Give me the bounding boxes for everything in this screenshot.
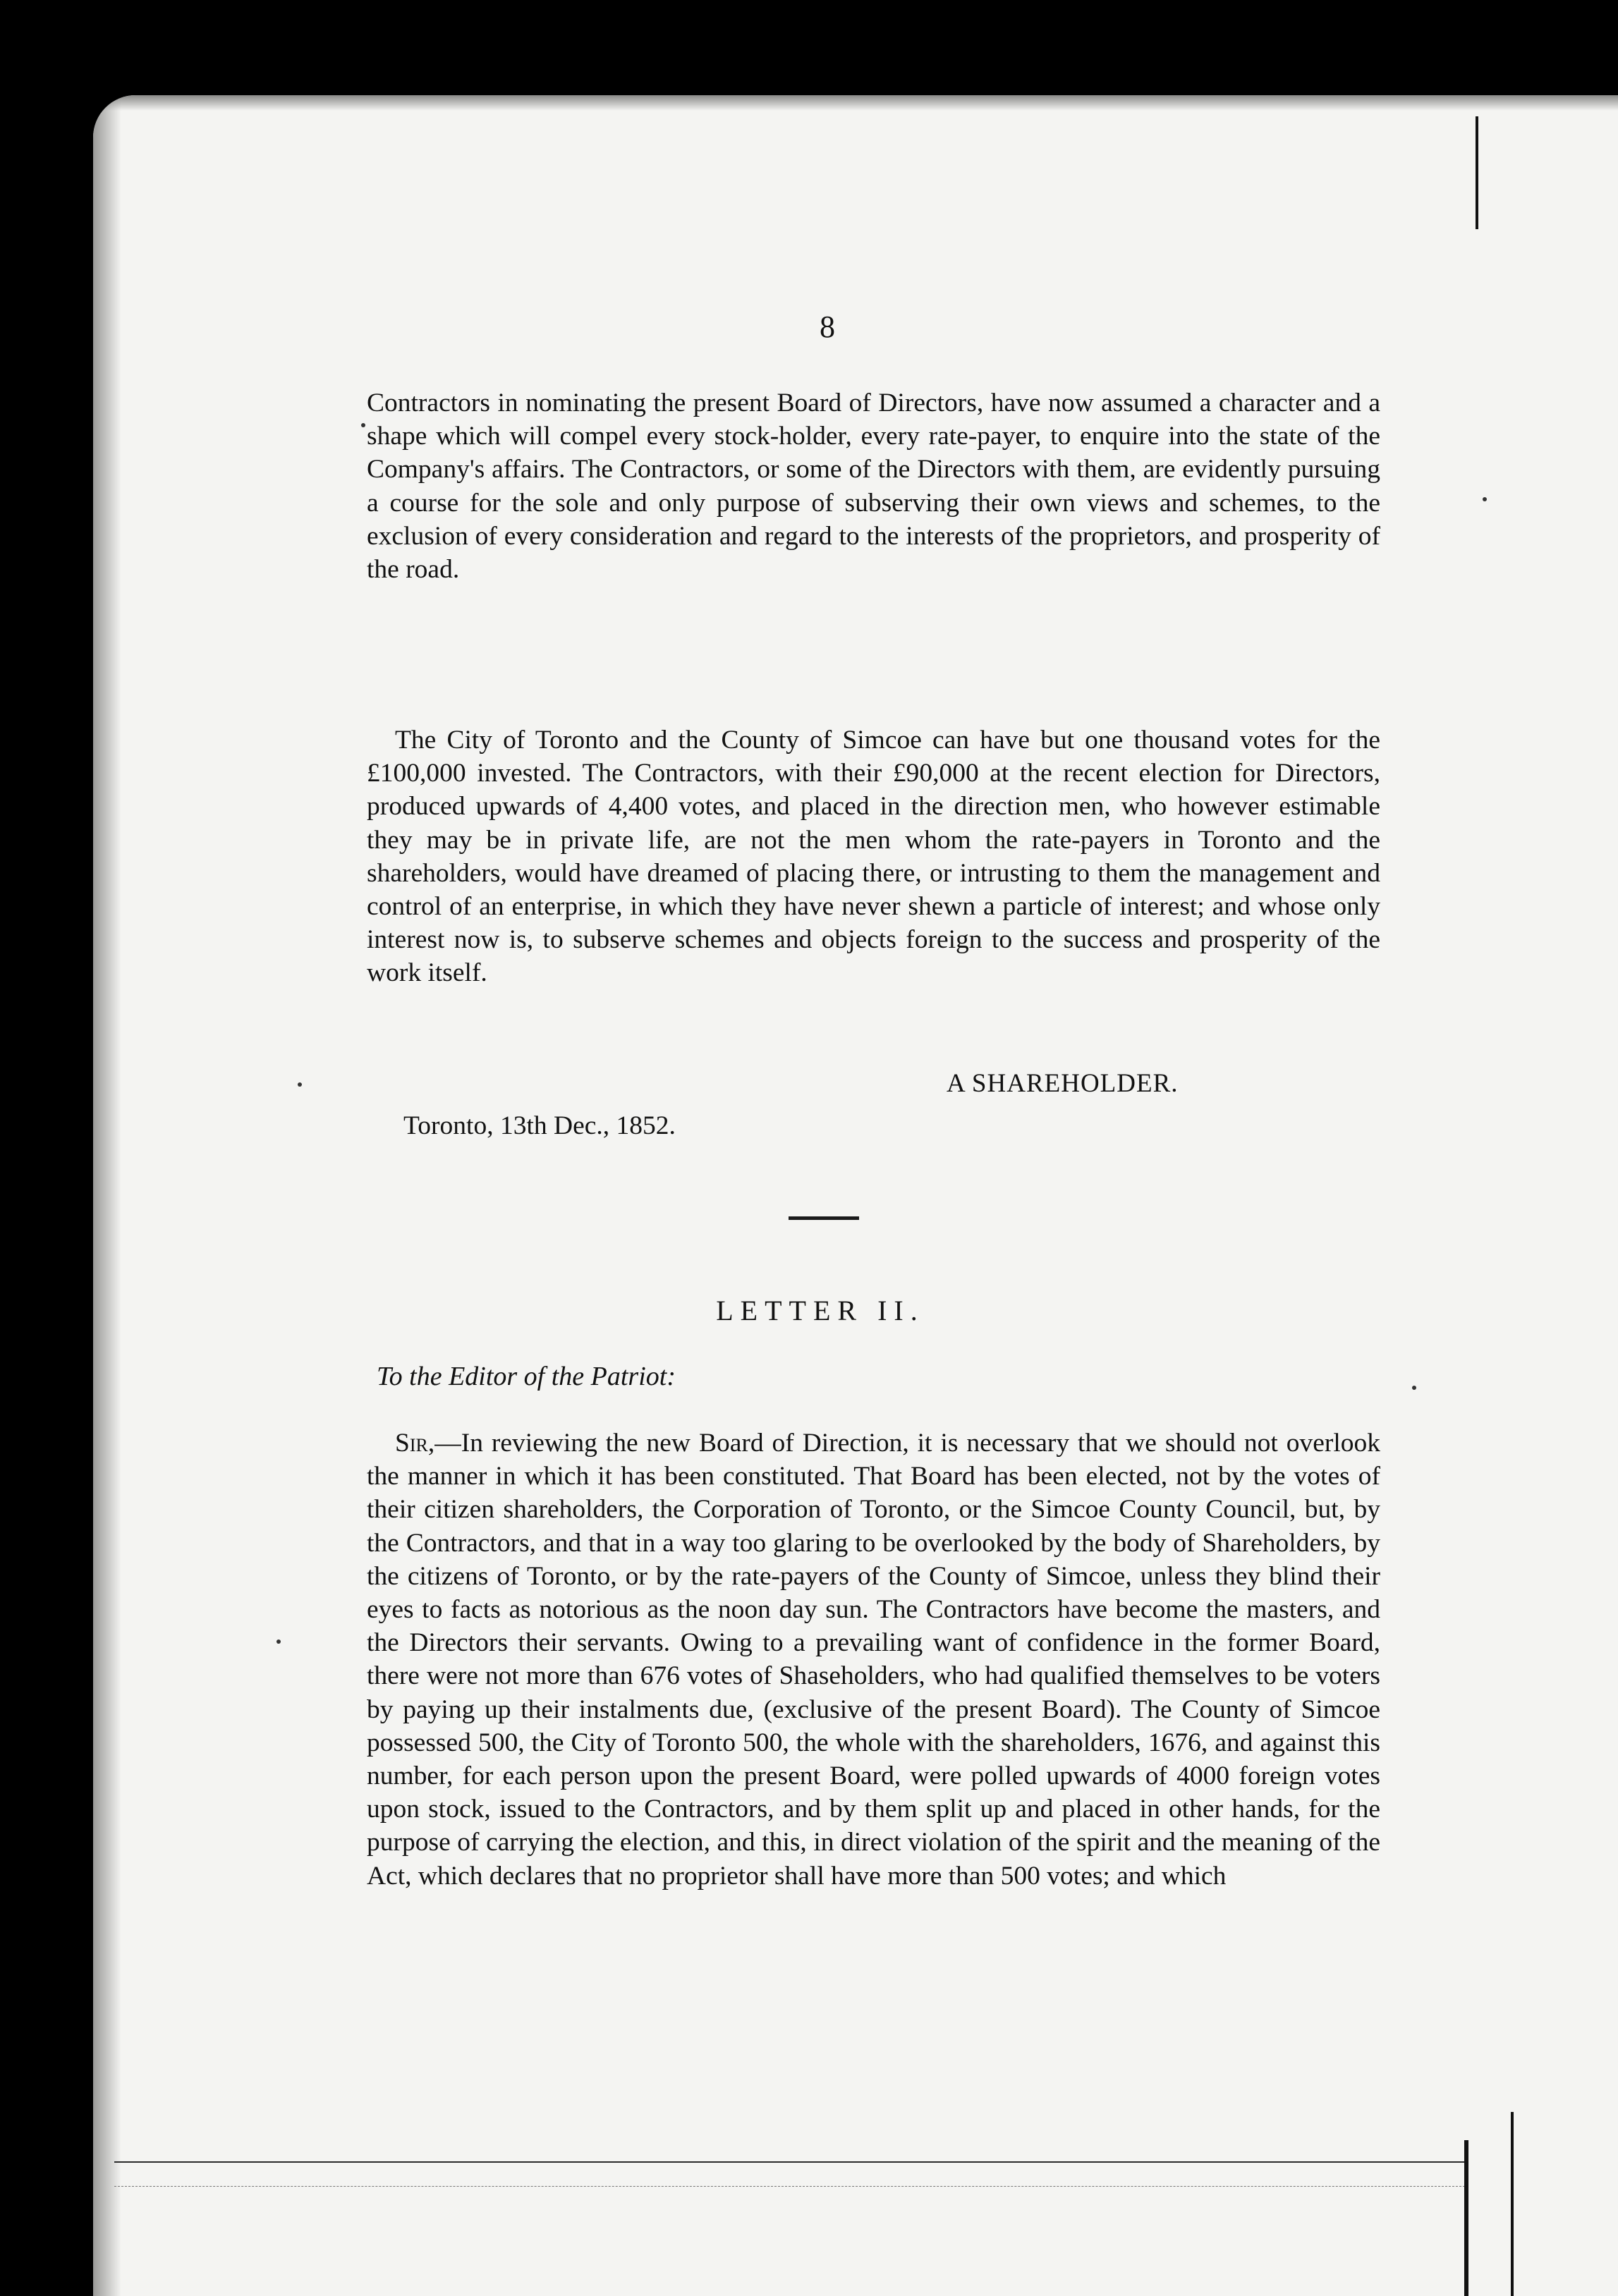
ink-speck <box>361 423 365 427</box>
section-divider <box>789 1216 859 1220</box>
page-number: 8 <box>820 310 835 344</box>
page-edge-shadow <box>93 95 121 2296</box>
fold-line-dashed <box>114 2186 1468 2187</box>
paragraph-1-text: Contractors in nominating the present Board of Directors, have now assumed a character and a shape which will compel every stock-holder, every rate-payer, to enquire into the state of the Company's affairs. The Contractors, or some of the Directors with them, are evidently pursuing a course for the sole and only purpose of subserving their own views and schemes, to the exclusion of every consideration and regard to the interests of the proprietors, and prosperity of the road. <box>367 389 1380 585</box>
binding-edge-mark-top <box>1476 116 1478 229</box>
salutation: To the Editor of the Patriot: <box>377 1362 676 1391</box>
ink-speck <box>276 1639 281 1644</box>
ink-speck <box>1483 497 1487 501</box>
paragraph-3-text <box>367 1427 1380 1893</box>
page-top-shadow <box>93 95 1618 111</box>
binding-edge-mark <box>1464 2140 1468 2296</box>
letter-heading: LETTER II. <box>716 1295 925 1326</box>
ink-speck <box>298 1082 302 1087</box>
binding-edge-mark-right <box>1511 2112 1514 2296</box>
dateline: Toronto, 13th Dec., 1852. <box>403 1111 676 1140</box>
paragraph-2-text: The City of Toronto and the County of Simcoe can have but one thousand votes for the £100,000 invested. The Contractors, with their £90,000 at the recent election for Directors, produced upwards of 4,400 votes, and placed in the direction men, who however estimable they may be in private life, are not the men whom the rate-payers in Toronto and the shareholders, would have dreamed of placing there, or intrusting to them the management and control of an enterprise, in which they have never shewn a particle of interest; and whose only interest now is, to subserve schemes and objects foreign to the success and prosperity of the work itself. <box>367 726 1380 988</box>
fold-line <box>114 2161 1468 2163</box>
paragraph-3-lead: Sir, <box>395 1429 435 1458</box>
paragraph-3 <box>367 1427 1380 1893</box>
ink-speck <box>1412 1386 1416 1390</box>
paragraph-2 <box>367 723 1380 990</box>
paragraph-3-body: —In reviewing the new Board of Direction, it is necessary that we should not overlook the manner in which it has been constituted. That Board has been elected, not by the votes of their citizen shareholders, the Corporation of Toronto, or the Simcoe County Council, but, by the Contractors, and that in a way too glaring to be overlooked by the body of Shareholders, by the citizens of Toronto, or by the rate-payers of the County of Simcoe, unless they blind their eyes to facts as notorious as the noon day sun. The Contractors have become the masters, and the Directors their servants. Owing to a prevailing want of confidence in the former Board, there were not more than 676 votes of Shaseholders, who had qualified themselves to be voters by paying up their instalments due, (exclusive of the present Board). The County of Simcoe possessed 500, the City of Toronto 500, the whole with the shareholders, 1676, and against this number, for each person upon the present Board, were polled upwards of 4000 foreign votes upon stock, issued to the Contractors, and by them split up and placed in other hands, for the purpose of carrying the election, and this, in direct violation of the spirit and the meaning of the Act, which declares that no proprietor shall have more than 500 votes; and which <box>367 1429 1380 1891</box>
paragraph-1 <box>367 386 1380 586</box>
signature: A SHAREHOLDER. <box>947 1069 1179 1098</box>
document-page <box>93 95 1618 2296</box>
